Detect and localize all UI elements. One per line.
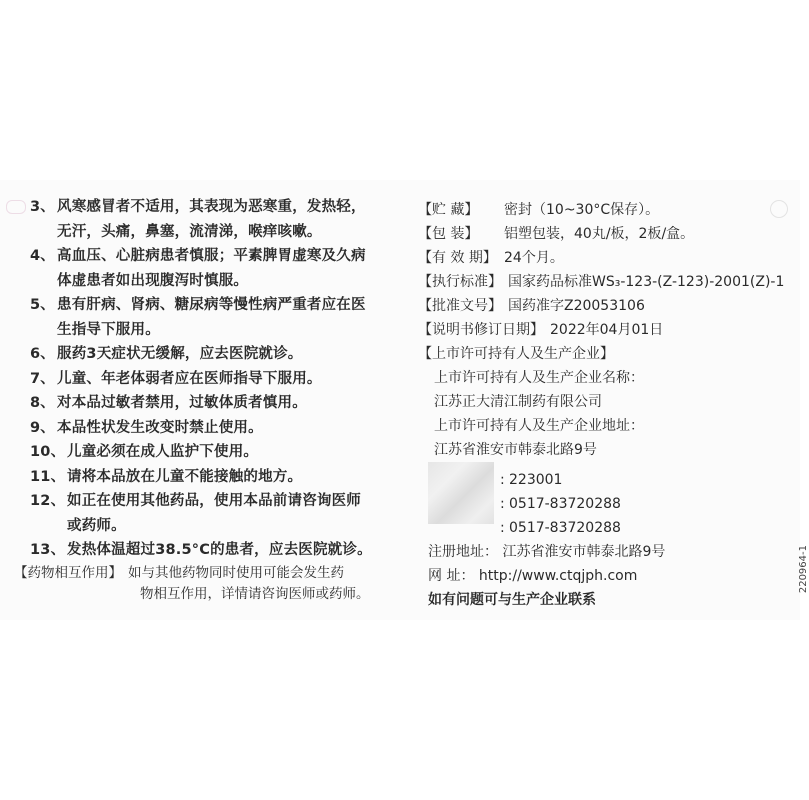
precaution-item: [0, 440, 405, 465]
contact-note: 如有问题可与生产企业联系: [428, 592, 596, 608]
info-value: 铝塑包装，40丸/板，2板/盒。: [504, 226, 695, 242]
drug-interaction-section: [0, 563, 405, 605]
precaution-number: 10、: [30, 444, 66, 460]
drug-interaction-text-1: 如与其他药物同时使用可能会发生药: [128, 564, 344, 581]
website-row: [418, 564, 790, 588]
info-value: 24个月。: [504, 250, 564, 266]
document-code: 220964-1: [798, 545, 809, 594]
website-label: 网 址：: [428, 568, 475, 584]
precautions-column: [0, 195, 405, 605]
precaution-text: 本品性状发生改变时禁止使用。: [57, 419, 263, 436]
contact-value: 223001: [509, 472, 563, 488]
info-value: 国药准字Z20053106: [508, 298, 645, 314]
info-key: 【贮 藏】: [418, 202, 479, 218]
holder-address-label: 上市许可持有人及生产企业地址：: [434, 418, 644, 434]
info-key: 【包 装】: [418, 226, 479, 242]
precaution-item: [0, 391, 405, 416]
precaution-item: [0, 465, 405, 490]
precaution-text: 风寒感冒者不适用，其表现为恶寒重，发热轻，: [57, 199, 366, 215]
info-row: [418, 246, 790, 270]
precaution-text: 无汗，头痛，鼻塞，流清涕，喉痒咳嗽。: [57, 223, 322, 240]
info-row: [418, 294, 790, 318]
precaution-text: 发热体温超过38.5°C的患者，应去医院就诊。: [67, 542, 372, 558]
precaution-number: 9、: [30, 419, 55, 436]
contact-value: 0517-83720288: [509, 520, 621, 536]
precaution-number: 12、: [30, 493, 66, 509]
precaution-item: [0, 489, 405, 538]
precaution-number: 5、: [30, 297, 55, 313]
registration-address-row: [418, 540, 790, 564]
contact-colon: :: [500, 496, 505, 512]
info-value: 2022年04月01日: [550, 322, 664, 338]
precaution-item: [0, 367, 405, 392]
precaution-number: 7、: [30, 370, 55, 387]
info-value: 国家药品标准WS₃-123-(Z-123)-2001(Z)-1: [508, 274, 785, 290]
info-key: 【执行标准】: [418, 274, 502, 290]
product-info-column: [418, 198, 790, 612]
precaution-number: 4、: [30, 248, 55, 264]
precaution-number: 11、: [30, 468, 66, 485]
precaution-text: 儿童、年老体弱者应在医师指导下服用。: [57, 370, 322, 387]
info-key: 【批准文号】: [418, 298, 502, 314]
website-link[interactable]: http://www.ctqjph.com: [478, 568, 638, 584]
drug-interaction-text-2: 物相互作用，详情请咨询医师或药师。: [140, 585, 370, 602]
info-key: 【说明书修订日期】: [418, 322, 544, 338]
precaution-text: 患有肝病、肾病、糖尿病等慢性病严重者应在医: [57, 297, 366, 313]
holder-name-label: 上市许可持有人及生产企业名称：: [434, 370, 644, 386]
precaution-text: 体虚患者如出现腹泻时慎服。: [57, 272, 249, 289]
info-row: [418, 198, 790, 222]
redacted-labels-block: [428, 462, 494, 524]
precaution-item: [0, 342, 405, 367]
precaution-item: [0, 538, 405, 563]
registration-address-value: 江苏省淮安市韩泰北路9号: [502, 544, 666, 560]
precaution-item: [0, 293, 405, 342]
info-row: [418, 270, 790, 294]
precaution-text: 服药3天症状无缓解，应去医院就诊。: [57, 346, 303, 362]
holder-name: 江苏正大清江制药有限公司: [434, 394, 602, 410]
info-value: 密封（10~30°C保存）。: [504, 202, 660, 218]
precaution-text: 高血压、心脏病患者慎服；平素脾胃虚寒及久病: [57, 248, 366, 264]
contact-value: 0517-83720288: [509, 496, 621, 512]
precaution-item: [0, 244, 405, 293]
precaution-number: 8、: [30, 395, 55, 411]
precaution-number: 13、: [30, 542, 66, 558]
info-key: 【有 效 期】: [418, 250, 497, 266]
precaution-number: 6、: [30, 346, 55, 362]
precaution-text: 或药师。: [67, 517, 126, 534]
registration-address-label: 注册地址：: [428, 544, 498, 560]
precaution-item: [0, 416, 405, 441]
holder-section-heading: 【上市许可持有人及生产企业】: [418, 346, 614, 362]
precaution-text: 儿童必须在成人监护下使用。: [67, 444, 259, 460]
precaution-number: 3、: [30, 199, 55, 215]
drug-interaction-label: 【药物相互作用】: [14, 564, 122, 581]
contact-colon: :: [500, 520, 505, 536]
precaution-text: 生指导下服用。: [57, 321, 160, 338]
precaution-text: 对本品过敏者禁用，过敏体质者慎用。: [57, 395, 307, 411]
precaution-text: 请将本品放在儿童不能接触的地方。: [67, 468, 303, 485]
contact-colon: :: [500, 472, 505, 488]
info-row: [418, 318, 790, 342]
info-row: [418, 222, 790, 246]
holder-address: 江苏省淮安市韩泰北路9号: [434, 442, 597, 458]
precaution-text: 如正在使用其他药品，使用本品前请咨询医师: [67, 493, 361, 509]
precaution-item: [0, 195, 405, 244]
